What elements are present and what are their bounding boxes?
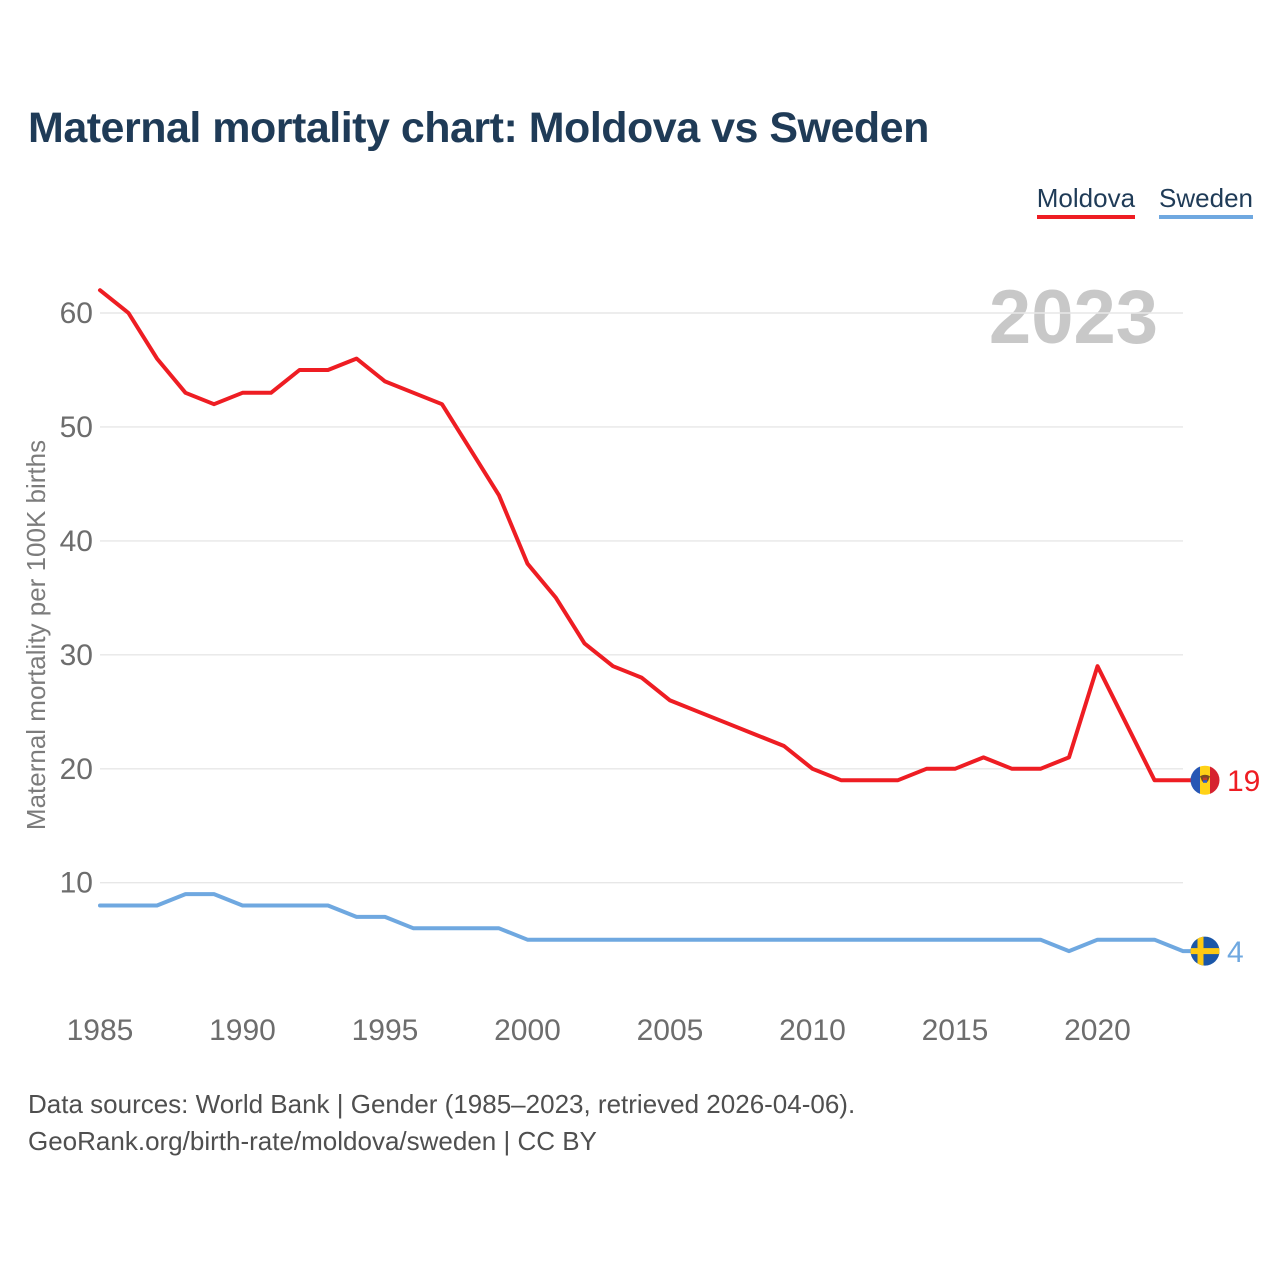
- footer-sources: Data sources: World Bank | Gender (1985–2023, retrieved 2026-04-06).: [28, 1089, 856, 1119]
- x-tick-label: 2010: [779, 1014, 846, 1047]
- legend-item-moldova[interactable]: Moldova: [1037, 185, 1135, 219]
- y-tick-label: 60: [59, 297, 93, 330]
- x-tick-label: 1990: [209, 1014, 276, 1047]
- watermark-year: 2023: [988, 275, 1158, 360]
- x-tick-label: 1985: [66, 1014, 134, 1047]
- footer: [28, 1086, 855, 1160]
- end-value-label-moldova: 19: [1227, 765, 1261, 799]
- end-value-label-sweden: 4: [1227, 936, 1244, 970]
- x-tick-label: 2000: [494, 1014, 561, 1047]
- sweden-flag-icon: [1190, 936, 1220, 966]
- y-tick-label: 30: [59, 638, 93, 672]
- y-tick-label: 50: [59, 410, 93, 444]
- x-tick-label: 2020: [1064, 1014, 1131, 1047]
- series-line-moldova: [100, 290, 1197, 780]
- y-tick-label: 10: [59, 866, 93, 900]
- y-tick-label: 20: [59, 752, 93, 786]
- legend-item-sweden[interactable]: Sweden: [1159, 185, 1253, 219]
- series-line-sweden: [100, 894, 1197, 951]
- x-tick-label: 2015: [921, 1014, 989, 1047]
- y-tick-label: 40: [59, 524, 93, 558]
- x-tick-label: 2005: [636, 1014, 704, 1047]
- x-tick-label: 1995: [351, 1014, 419, 1047]
- moldova-flag-icon: [1190, 765, 1220, 795]
- y-axis-title: Maternal mortality per 100K births: [21, 439, 51, 831]
- page-title: Maternal mortality chart: Moldova vs Sweden: [28, 104, 929, 152]
- footer-link: GeoRank.org/birth-rate/moldova/sweden | CC BY: [28, 1126, 597, 1156]
